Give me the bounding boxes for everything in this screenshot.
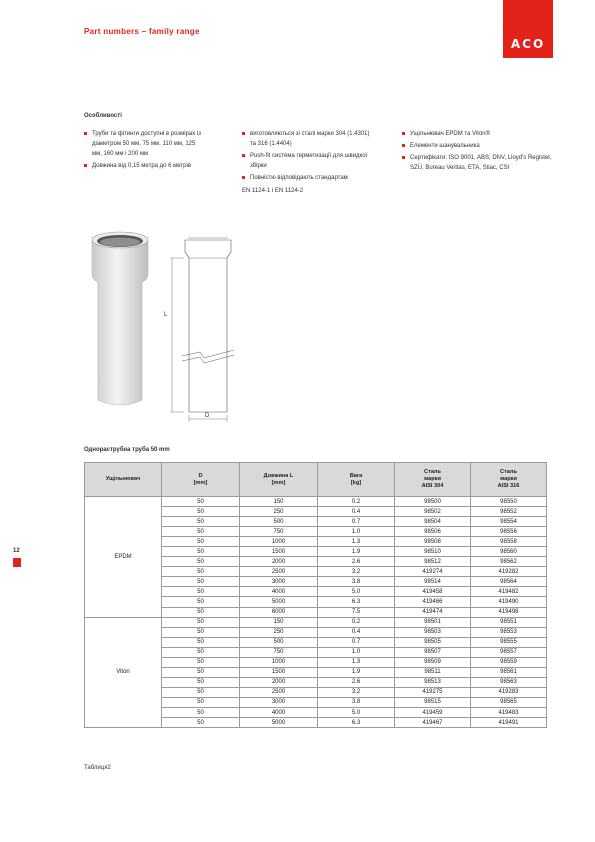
diameter-cell: 50 [162,707,240,717]
aisi316-part-cell: 98557 [471,647,547,657]
length-cell: 1000 [240,537,318,547]
aisi316-part-cell: 98556 [471,527,547,537]
length-cell: 250 [240,507,318,517]
aisi316-part-cell: 98558 [471,537,547,547]
header-diameter: D [mm] [162,463,240,497]
weight-cell: 3.8 [318,697,395,707]
diameter-cell: 50 [162,627,240,637]
table-row [85,617,547,627]
length-cell: 150 [240,617,318,627]
weight-cell: 6.3 [318,597,395,607]
aisi316-part-cell: 98562 [471,557,547,567]
weight-cell: 3.2 [318,687,395,697]
pipe-technical-drawing [160,232,240,422]
aisi304-part-cell: 98513 [395,677,471,687]
aisi316-part-cell: 98564 [471,577,547,587]
aisi316-part-cell: 98561 [471,667,547,677]
length-cell: 750 [240,527,318,537]
length-cell: 1000 [240,657,318,667]
page-marker [13,558,21,567]
diameter-cell: 50 [162,718,240,728]
length-cell: 1500 [240,547,318,557]
aisi304-part-cell: 98500 [395,497,471,507]
diameter-cell: 50 [162,567,240,577]
aisi316-part-cell: 419283 [471,687,547,697]
aisi316-part-cell: 98559 [471,657,547,667]
aisi316-part-cell: 98555 [471,637,547,647]
seal-type-cell: EPDM [85,497,162,618]
length-cell: 2500 [240,687,318,697]
aisi304-part-cell: 98509 [395,657,471,667]
dimension-label-l: L [164,312,168,318]
aisi304-part-cell: 419458 [395,587,471,597]
length-cell: 500 [240,517,318,527]
weight-cell: 1.9 [318,547,395,557]
weight-cell: 1.0 [318,647,395,657]
length-cell: 5000 [240,718,318,728]
length-cell: 1500 [240,667,318,677]
aisi316-part-cell: 98552 [471,507,547,517]
length-cell: 2000 [240,677,318,687]
diameter-cell: 50 [162,527,240,537]
diameter-cell: 50 [162,517,240,527]
diameter-cell: 50 [162,617,240,627]
table-body [85,497,547,728]
length-cell: 6000 [240,607,318,617]
page-header-title: Part numbers – family range [84,27,200,36]
diameter-cell: 50 [162,497,240,507]
aisi316-part-cell: 98563 [471,677,547,687]
aisi304-part-cell: 98506 [395,527,471,537]
aisi304-part-cell: 98503 [395,627,471,637]
aisi304-part-cell: 98507 [395,647,471,657]
aisi304-part-cell: 98511 [395,667,471,677]
feature-push-fit: Push-fit система герметизації для швидкої збірки [242,151,372,171]
weight-cell: 0.2 [318,617,395,627]
aisi304-part-cell: 419459 [395,707,471,717]
header-length: Довжина L [mm] [240,463,318,497]
aisi316-part-cell: 98550 [471,497,547,507]
length-cell: 4000 [240,707,318,717]
features-column-2 [242,129,372,196]
diameter-cell: 50 [162,577,240,587]
aisi304-part-cell: 98505 [395,637,471,647]
diameter-cell: 50 [162,507,240,517]
diameter-cell: 50 [162,607,240,617]
length-cell: 4000 [240,587,318,597]
weight-cell: 5.0 [318,587,395,597]
aisi304-part-cell: 419466 [395,597,471,607]
aisi304-part-cell: 419474 [395,607,471,617]
feature-standards: Повністю відповідають стандартам [242,173,372,183]
aisi316-part-cell: 98554 [471,517,547,527]
length-cell: 3000 [240,697,318,707]
features-column-3 [402,129,552,175]
aisi316-part-cell: 419482 [471,587,547,597]
features-column-1 [84,129,204,173]
header-aisi316: Сталь марки AISI 316 [471,463,547,497]
weight-cell: 7.5 [318,607,395,617]
header-seal: Ущільнювач [85,463,162,497]
aco-logo [503,0,553,58]
length-cell: 2000 [240,557,318,567]
weight-cell: 2.6 [318,677,395,687]
aisi304-part-cell: 98515 [395,697,471,707]
features-heading: Особливості [84,113,122,119]
aisi304-part-cell: 98502 [395,507,471,517]
page-number: 12 [13,548,20,554]
dimension-label-d: D [205,413,210,419]
weight-cell: 1.3 [318,537,395,547]
weight-cell: 1.9 [318,667,395,677]
aisi304-part-cell: 419275 [395,687,471,697]
diameter-cell: 50 [162,677,240,687]
weight-cell: 0.2 [318,497,395,507]
table-title: Однораструбна труба 50 mm [84,447,170,453]
feature-certificates: Сертифікати: ISO 9001, ABS, DNV, Lloyd's Register, SZÚ, Bureau Veritas, ETA, Stiac, CSI [402,153,552,173]
weight-cell: 5.0 [318,707,395,717]
part-numbers-table [84,462,547,728]
aisi304-part-cell: 98510 [395,547,471,557]
aisi316-part-cell: 98553 [471,627,547,637]
table-header-row [85,463,547,497]
diameter-cell: 50 [162,547,240,557]
header-weight: Вага [kg] [318,463,395,497]
aisi316-part-cell: 419483 [471,707,547,717]
table-row [85,497,547,507]
aisi304-part-cell: 98501 [395,617,471,627]
header-aisi304: Сталь марки AISI 304 [395,463,471,497]
aisi316-part-cell: 419282 [471,567,547,577]
aisi304-part-cell: 98514 [395,577,471,587]
diameter-cell: 50 [162,637,240,647]
weight-cell: 1.0 [318,527,395,537]
aisi304-part-cell: 98508 [395,537,471,547]
length-cell: 250 [240,627,318,637]
aisi316-part-cell: 419491 [471,718,547,728]
weight-cell: 0.4 [318,627,395,637]
length-cell: 150 [240,497,318,507]
feature-steel: виготовляються зі сталі марки 304 (1.4301) та 316 (1.4404) [242,129,372,149]
diameter-cell: 50 [162,557,240,567]
length-cell: 3000 [240,577,318,587]
diameter-cell: 50 [162,657,240,667]
aisi304-part-cell: 98504 [395,517,471,527]
weight-cell: 1.3 [318,657,395,667]
diameter-cell: 50 [162,697,240,707]
aisi316-part-cell: 98551 [471,617,547,627]
aisi304-part-cell: 419274 [395,567,471,577]
diameter-cell: 50 [162,687,240,697]
feature-seals: Ущільнювач EPDM та Viton® [402,129,552,139]
weight-cell: 0.4 [318,507,395,517]
aisi304-part-cell: 419467 [395,718,471,728]
length-cell: 5000 [240,597,318,607]
logo-text: ACO [510,37,546,51]
diameter-cell: 50 [162,667,240,677]
weight-cell: 6.3 [318,718,395,728]
diameter-cell: 50 [162,647,240,657]
diameter-cell: 50 [162,537,240,547]
feature-elements: Елементи шанувальника [402,141,552,151]
length-cell: 2500 [240,567,318,577]
weight-cell: 0.7 [318,637,395,647]
feature-length: Довжина від 0,15 метра до 6 метрів [84,161,204,171]
table-footnote: Таблиця2 [84,765,111,771]
diameter-cell: 50 [162,597,240,607]
pipe-illustration [78,228,168,413]
aisi316-part-cell: 98560 [471,547,547,557]
aisi304-part-cell: 98512 [395,557,471,567]
aisi316-part-cell: 419490 [471,597,547,607]
seal-type-cell: Viton [85,617,162,728]
diameter-cell: 50 [162,587,240,597]
length-cell: 750 [240,647,318,657]
aisi316-part-cell: 98565 [471,697,547,707]
weight-cell: 3.2 [318,567,395,577]
weight-cell: 3.8 [318,577,395,587]
feature-sizes: Труби та фітинги доступні в розмірах із діаметром 50 мм, 75 мм, 110 мм, 125 мм, 160 мм і 200 мм [84,129,204,159]
standards-note: EN 1124-1 і EN 1124-2 [242,188,304,194]
aisi316-part-cell: 419498 [471,607,547,617]
weight-cell: 2.6 [318,557,395,567]
weight-cell: 0.7 [318,517,395,527]
length-cell: 500 [240,637,318,647]
